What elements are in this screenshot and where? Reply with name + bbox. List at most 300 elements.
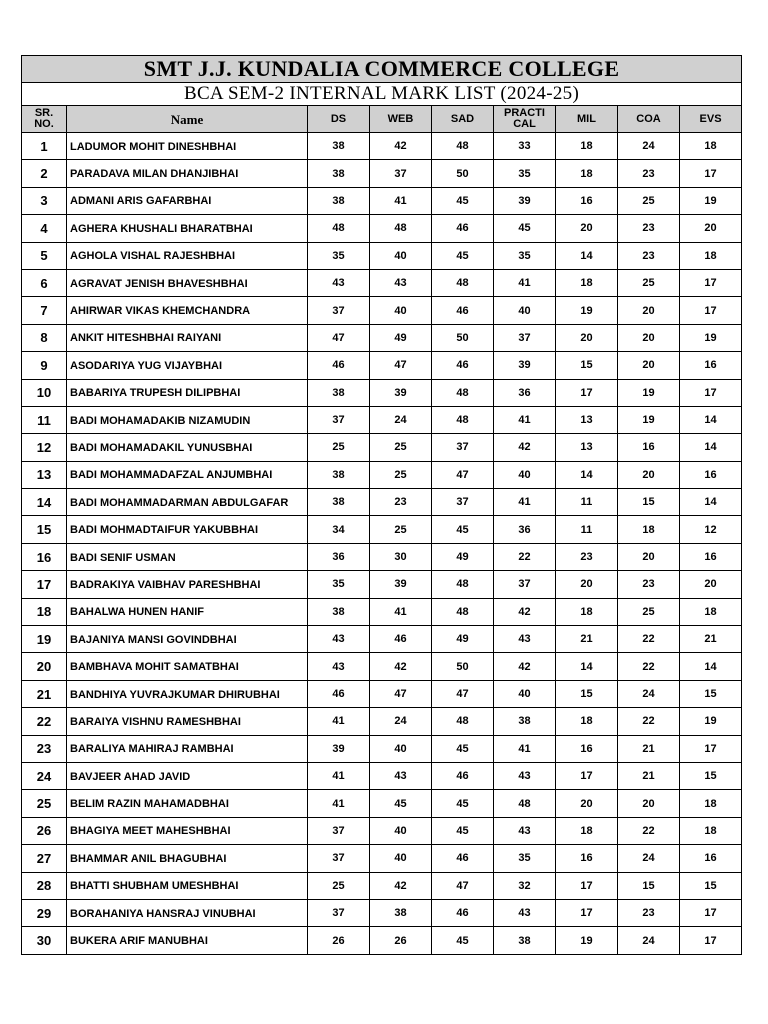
student-name-cell bbox=[67, 735, 308, 762]
evs-cell: 21 bbox=[680, 626, 742, 653]
ds-cell: 25 bbox=[308, 872, 370, 899]
coa-cell: 19 bbox=[618, 379, 680, 406]
ds-cell: 41 bbox=[308, 790, 370, 817]
sad-cell: 50 bbox=[432, 324, 494, 351]
ds-cell: 46 bbox=[308, 352, 370, 379]
web-cell: 38 bbox=[370, 899, 432, 926]
student-name-cell bbox=[67, 516, 308, 543]
header-coa: COA bbox=[618, 106, 680, 133]
evs-cell: 18 bbox=[680, 817, 742, 844]
sad-cell: 48 bbox=[432, 571, 494, 598]
sad-cell: 50 bbox=[432, 160, 494, 187]
ds-cell: 37 bbox=[308, 899, 370, 926]
sr-cell: 14 bbox=[22, 489, 67, 516]
sad-cell: 37 bbox=[432, 434, 494, 461]
practical-cell: 36 bbox=[494, 516, 556, 543]
evs-cell: 18 bbox=[680, 598, 742, 625]
web-cell: 46 bbox=[370, 626, 432, 653]
student-name: ASODARIYA YUG VIJAYBHAI bbox=[70, 359, 223, 372]
practical-cell: 43 bbox=[494, 817, 556, 844]
evs-cell: 14 bbox=[680, 653, 742, 680]
student-name-cell bbox=[67, 160, 308, 187]
student-name: AGRAVAT JENISH BHAVESHBHAI bbox=[70, 277, 248, 290]
practical-cell: 42 bbox=[494, 653, 556, 680]
table-row bbox=[22, 735, 742, 762]
web-cell: 47 bbox=[370, 352, 432, 379]
student-name-cell bbox=[67, 242, 308, 269]
coa-cell: 23 bbox=[618, 160, 680, 187]
student-name: AGHOLA VISHAL RAJESHBHAI bbox=[70, 250, 236, 263]
coa-cell: 20 bbox=[618, 352, 680, 379]
evs-cell: 17 bbox=[680, 269, 742, 296]
table-row bbox=[22, 762, 742, 789]
column-header-row bbox=[22, 106, 742, 133]
ds-cell: 38 bbox=[308, 489, 370, 516]
evs-cell: 16 bbox=[680, 845, 742, 872]
practical-cell: 38 bbox=[494, 927, 556, 954]
student-name: BADI SENIF USMAN bbox=[70, 551, 176, 564]
web-cell: 39 bbox=[370, 379, 432, 406]
table-row bbox=[22, 379, 742, 406]
evs-cell: 17 bbox=[680, 160, 742, 187]
evs-cell: 20 bbox=[680, 571, 742, 598]
sr-cell: 27 bbox=[22, 845, 67, 872]
evs-cell: 18 bbox=[680, 133, 742, 160]
coa-cell: 25 bbox=[618, 269, 680, 296]
ds-cell: 34 bbox=[308, 516, 370, 543]
web-cell: 40 bbox=[370, 817, 432, 844]
mil-cell: 20 bbox=[556, 790, 618, 817]
evs-cell: 18 bbox=[680, 790, 742, 817]
sad-cell: 48 bbox=[432, 269, 494, 296]
student-name: ANKIT HITESHBHAI RAIYANI bbox=[70, 332, 222, 345]
practical-cell: 45 bbox=[494, 215, 556, 242]
coa-cell: 20 bbox=[618, 324, 680, 351]
evs-cell: 17 bbox=[680, 735, 742, 762]
practical-cell: 43 bbox=[494, 626, 556, 653]
practical-cell: 39 bbox=[494, 352, 556, 379]
sr-cell: 6 bbox=[22, 269, 67, 296]
practical-cell: 41 bbox=[494, 735, 556, 762]
sr-cell: 2 bbox=[22, 160, 67, 187]
header-web: WEB bbox=[370, 106, 432, 133]
mil-cell: 23 bbox=[556, 543, 618, 570]
practical-cell: 38 bbox=[494, 708, 556, 735]
web-cell: 40 bbox=[370, 297, 432, 324]
sad-cell: 37 bbox=[432, 489, 494, 516]
student-rows bbox=[22, 133, 742, 955]
coa-cell: 16 bbox=[618, 434, 680, 461]
sr-cell: 3 bbox=[22, 187, 67, 214]
student-name-cell bbox=[67, 215, 308, 242]
student-name-cell bbox=[67, 626, 308, 653]
practical-cell: 42 bbox=[494, 434, 556, 461]
ds-cell: 48 bbox=[308, 215, 370, 242]
student-name-cell bbox=[67, 489, 308, 516]
ds-cell: 38 bbox=[308, 187, 370, 214]
student-name: BHATTI SHUBHAM UMESHBHAI bbox=[70, 880, 239, 893]
evs-cell: 15 bbox=[680, 762, 742, 789]
mil-cell: 18 bbox=[556, 160, 618, 187]
web-cell: 43 bbox=[370, 269, 432, 296]
web-cell: 49 bbox=[370, 324, 432, 351]
student-name: BAMBHAVA MOHIT SAMATBHAI bbox=[70, 661, 239, 674]
mil-cell: 13 bbox=[556, 434, 618, 461]
mil-cell: 15 bbox=[556, 352, 618, 379]
evs-cell: 19 bbox=[680, 187, 742, 214]
student-name: BHAMMAR ANIL BHAGUBHAI bbox=[70, 852, 227, 865]
ds-cell: 25 bbox=[308, 434, 370, 461]
sr-cell: 23 bbox=[22, 735, 67, 762]
header-practical: PRACTI CAL bbox=[494, 106, 556, 133]
table-row bbox=[22, 215, 742, 242]
sad-cell: 50 bbox=[432, 653, 494, 680]
student-name-cell bbox=[67, 379, 308, 406]
sr-cell: 29 bbox=[22, 899, 67, 926]
student-name: BORAHANIYA HANSRAJ VINUBHAI bbox=[70, 907, 256, 920]
sad-cell: 46 bbox=[432, 352, 494, 379]
student-name-cell bbox=[67, 434, 308, 461]
student-name: BARAIYA VISHNU RAMESHBHAI bbox=[70, 715, 241, 728]
student-name: BADI MOHAMMADAFZAL ANJUMBHAI bbox=[70, 469, 273, 482]
sad-cell: 45 bbox=[432, 735, 494, 762]
sad-cell: 48 bbox=[432, 598, 494, 625]
sad-cell: 46 bbox=[432, 297, 494, 324]
table-row bbox=[22, 461, 742, 488]
ds-cell: 41 bbox=[308, 708, 370, 735]
ds-cell: 38 bbox=[308, 379, 370, 406]
coa-cell: 24 bbox=[618, 680, 680, 707]
ds-cell: 43 bbox=[308, 626, 370, 653]
coa-cell: 23 bbox=[618, 571, 680, 598]
student-name-cell bbox=[67, 133, 308, 160]
ds-cell: 37 bbox=[308, 817, 370, 844]
student-name-cell bbox=[67, 598, 308, 625]
table-row bbox=[22, 845, 742, 872]
web-cell: 42 bbox=[370, 872, 432, 899]
evs-cell: 17 bbox=[680, 927, 742, 954]
student-name: BHAGIYA MEET MAHESHBHAI bbox=[70, 825, 231, 838]
practical-cell: 48 bbox=[494, 790, 556, 817]
web-cell: 24 bbox=[370, 406, 432, 433]
student-name: AGHERA KHUSHALI BHARATBHAI bbox=[70, 222, 253, 235]
mark-list-table bbox=[21, 55, 742, 955]
student-name-cell bbox=[67, 543, 308, 570]
web-cell: 41 bbox=[370, 598, 432, 625]
sr-cell: 8 bbox=[22, 324, 67, 351]
sr-cell: 12 bbox=[22, 434, 67, 461]
evs-cell: 17 bbox=[680, 297, 742, 324]
coa-cell: 24 bbox=[618, 927, 680, 954]
coa-cell: 20 bbox=[618, 790, 680, 817]
mil-cell: 14 bbox=[556, 461, 618, 488]
student-name: AHIRWAR VIKAS KHEMCHANDRA bbox=[70, 305, 251, 318]
practical-cell: 43 bbox=[494, 899, 556, 926]
practical-cell: 22 bbox=[494, 543, 556, 570]
sad-cell: 46 bbox=[432, 762, 494, 789]
coa-cell: 22 bbox=[618, 626, 680, 653]
table-row bbox=[22, 160, 742, 187]
student-name-cell bbox=[67, 817, 308, 844]
header-evs: EVS bbox=[680, 106, 742, 133]
sr-cell: 15 bbox=[22, 516, 67, 543]
student-name: BAVJEER AHAD JAVID bbox=[70, 770, 191, 783]
mil-cell: 20 bbox=[556, 571, 618, 598]
web-cell: 25 bbox=[370, 461, 432, 488]
mil-cell: 18 bbox=[556, 817, 618, 844]
table-row bbox=[22, 708, 742, 735]
student-name: BELIM RAZIN MAHAMADBHAI bbox=[70, 798, 229, 811]
student-name: BADI MOHAMMADARMAN ABDULGAFAR bbox=[70, 496, 289, 509]
student-name: LADUMOR MOHIT DINESHBHAI bbox=[70, 140, 237, 153]
sr-cell: 16 bbox=[22, 543, 67, 570]
sr-cell: 11 bbox=[22, 406, 67, 433]
practical-cell: 41 bbox=[494, 406, 556, 433]
coa-cell: 24 bbox=[618, 845, 680, 872]
ds-cell: 35 bbox=[308, 242, 370, 269]
sr-cell: 5 bbox=[22, 242, 67, 269]
table-row bbox=[22, 434, 742, 461]
web-cell: 25 bbox=[370, 516, 432, 543]
student-name: BUKERA ARIF MANUBHAI bbox=[70, 935, 208, 948]
student-name-cell bbox=[67, 899, 308, 926]
web-cell: 24 bbox=[370, 708, 432, 735]
mil-cell: 17 bbox=[556, 762, 618, 789]
sr-cell: 25 bbox=[22, 790, 67, 817]
mil-cell: 14 bbox=[556, 242, 618, 269]
sr-cell: 21 bbox=[22, 680, 67, 707]
sr-cell: 7 bbox=[22, 297, 67, 324]
coa-cell: 25 bbox=[618, 187, 680, 214]
sr-cell: 28 bbox=[22, 872, 67, 899]
practical-cell: 33 bbox=[494, 133, 556, 160]
coa-cell: 22 bbox=[618, 708, 680, 735]
sad-cell: 45 bbox=[432, 927, 494, 954]
practical-cell: 40 bbox=[494, 461, 556, 488]
sr-cell: 13 bbox=[22, 461, 67, 488]
student-name-cell bbox=[67, 927, 308, 954]
student-name: ADMANI ARIS GAFARBHAI bbox=[70, 195, 212, 208]
ds-cell: 38 bbox=[308, 598, 370, 625]
mil-cell: 19 bbox=[556, 927, 618, 954]
student-name: BADI MOHAMADAKIL YUNUSBHAI bbox=[70, 441, 253, 454]
sr-cell: 1 bbox=[22, 133, 67, 160]
web-cell: 42 bbox=[370, 653, 432, 680]
sad-cell: 46 bbox=[432, 845, 494, 872]
header-sad: SAD bbox=[432, 106, 494, 133]
student-name-cell bbox=[67, 352, 308, 379]
table-row bbox=[22, 598, 742, 625]
sad-cell: 48 bbox=[432, 133, 494, 160]
table-row bbox=[22, 653, 742, 680]
student-name: BADI MOHMADTAIFUR YAKUBBHAI bbox=[70, 524, 259, 537]
coa-cell: 23 bbox=[618, 242, 680, 269]
practical-cell: 42 bbox=[494, 598, 556, 625]
student-name: BADRAKIYA VAIBHAV PARESHBHAI bbox=[70, 578, 261, 591]
sr-cell: 26 bbox=[22, 817, 67, 844]
table-row bbox=[22, 489, 742, 516]
sr-cell: 18 bbox=[22, 598, 67, 625]
sad-cell: 49 bbox=[432, 626, 494, 653]
sad-cell: 45 bbox=[432, 187, 494, 214]
evs-cell: 19 bbox=[680, 708, 742, 735]
sad-cell: 46 bbox=[432, 899, 494, 926]
table-row bbox=[22, 516, 742, 543]
mil-cell: 15 bbox=[556, 680, 618, 707]
web-cell: 47 bbox=[370, 680, 432, 707]
web-cell: 39 bbox=[370, 571, 432, 598]
coa-cell: 15 bbox=[618, 872, 680, 899]
student-name-cell bbox=[67, 297, 308, 324]
sr-cell: 30 bbox=[22, 927, 67, 954]
mil-cell: 11 bbox=[556, 489, 618, 516]
ds-cell: 41 bbox=[308, 762, 370, 789]
web-cell: 40 bbox=[370, 845, 432, 872]
table-row bbox=[22, 133, 742, 160]
mark-list-subtitle: BCA SEM-2 INTERNAL MARK LIST (2024-25) bbox=[22, 83, 742, 106]
header-name: Name bbox=[67, 106, 308, 133]
mil-cell: 18 bbox=[556, 708, 618, 735]
college-title: SMT J.J. KUNDALIA COMMERCE COLLEGE bbox=[22, 56, 742, 83]
evs-cell: 20 bbox=[680, 215, 742, 242]
student-name: BAJANIYA MANSI GOVINDBHAI bbox=[70, 633, 237, 646]
ds-cell: 37 bbox=[308, 297, 370, 324]
student-name: BAHALWA HUNEN HANIF bbox=[70, 606, 205, 619]
web-cell: 41 bbox=[370, 187, 432, 214]
sr-cell: 24 bbox=[22, 762, 67, 789]
sr-cell: 17 bbox=[22, 571, 67, 598]
table-row bbox=[22, 187, 742, 214]
practical-cell: 39 bbox=[494, 187, 556, 214]
mil-cell: 17 bbox=[556, 379, 618, 406]
coa-cell: 25 bbox=[618, 598, 680, 625]
mil-cell: 18 bbox=[556, 133, 618, 160]
coa-cell: 15 bbox=[618, 489, 680, 516]
evs-cell: 12 bbox=[680, 516, 742, 543]
web-cell: 45 bbox=[370, 790, 432, 817]
table-row bbox=[22, 406, 742, 433]
student-name-cell bbox=[67, 324, 308, 351]
sad-cell: 49 bbox=[432, 543, 494, 570]
practical-cell: 40 bbox=[494, 297, 556, 324]
sad-cell: 48 bbox=[432, 708, 494, 735]
sad-cell: 47 bbox=[432, 461, 494, 488]
sad-cell: 48 bbox=[432, 379, 494, 406]
student-name: PARADAVA MILAN DHANJIBHAI bbox=[70, 168, 239, 181]
sad-cell: 47 bbox=[432, 680, 494, 707]
student-name-cell bbox=[67, 571, 308, 598]
student-name-cell bbox=[67, 406, 308, 433]
header-ds: DS bbox=[308, 106, 370, 133]
coa-cell: 22 bbox=[618, 653, 680, 680]
ds-cell: 46 bbox=[308, 680, 370, 707]
evs-cell: 15 bbox=[680, 872, 742, 899]
ds-cell: 43 bbox=[308, 653, 370, 680]
student-name: BADI MOHAMADAKIB NIZAMUDIN bbox=[70, 414, 251, 427]
student-name: BARALIYA MAHIRAJ RAMBHAI bbox=[70, 743, 234, 756]
sr-cell: 20 bbox=[22, 653, 67, 680]
mil-cell: 20 bbox=[556, 215, 618, 242]
web-cell: 48 bbox=[370, 215, 432, 242]
mil-cell: 20 bbox=[556, 324, 618, 351]
table-row bbox=[22, 899, 742, 926]
ds-cell: 43 bbox=[308, 269, 370, 296]
student-name-cell bbox=[67, 790, 308, 817]
evs-cell: 14 bbox=[680, 434, 742, 461]
evs-cell: 18 bbox=[680, 242, 742, 269]
coa-cell: 20 bbox=[618, 543, 680, 570]
mil-cell: 13 bbox=[556, 406, 618, 433]
student-name-cell bbox=[67, 653, 308, 680]
sad-cell: 48 bbox=[432, 406, 494, 433]
evs-cell: 14 bbox=[680, 406, 742, 433]
table-row bbox=[22, 680, 742, 707]
evs-cell: 19 bbox=[680, 324, 742, 351]
coa-cell: 23 bbox=[618, 215, 680, 242]
web-cell: 42 bbox=[370, 133, 432, 160]
mil-cell: 17 bbox=[556, 899, 618, 926]
evs-cell: 16 bbox=[680, 352, 742, 379]
mil-cell: 16 bbox=[556, 845, 618, 872]
sad-cell: 45 bbox=[432, 790, 494, 817]
sr-cell: 10 bbox=[22, 379, 67, 406]
evs-cell: 16 bbox=[680, 543, 742, 570]
evs-cell: 17 bbox=[680, 379, 742, 406]
evs-cell: 16 bbox=[680, 461, 742, 488]
mil-cell: 16 bbox=[556, 735, 618, 762]
sr-cell: 4 bbox=[22, 215, 67, 242]
practical-cell: 35 bbox=[494, 160, 556, 187]
student-name-cell bbox=[67, 187, 308, 214]
web-cell: 40 bbox=[370, 242, 432, 269]
table-row bbox=[22, 817, 742, 844]
student-name-cell bbox=[67, 680, 308, 707]
ds-cell: 37 bbox=[308, 845, 370, 872]
ds-cell: 47 bbox=[308, 324, 370, 351]
coa-cell: 21 bbox=[618, 762, 680, 789]
coa-cell: 24 bbox=[618, 133, 680, 160]
table-row bbox=[22, 324, 742, 351]
table-row bbox=[22, 872, 742, 899]
mil-cell: 17 bbox=[556, 872, 618, 899]
practical-cell: 43 bbox=[494, 762, 556, 789]
mil-cell: 16 bbox=[556, 187, 618, 214]
ds-cell: 38 bbox=[308, 133, 370, 160]
ds-cell: 37 bbox=[308, 406, 370, 433]
practical-cell: 37 bbox=[494, 571, 556, 598]
table-row bbox=[22, 927, 742, 954]
sad-cell: 47 bbox=[432, 872, 494, 899]
web-cell: 30 bbox=[370, 543, 432, 570]
ds-cell: 38 bbox=[308, 461, 370, 488]
table-row bbox=[22, 242, 742, 269]
student-name-cell bbox=[67, 845, 308, 872]
table-row bbox=[22, 297, 742, 324]
practical-cell: 36 bbox=[494, 379, 556, 406]
coa-cell: 21 bbox=[618, 735, 680, 762]
student-name-cell bbox=[67, 461, 308, 488]
ds-cell: 39 bbox=[308, 735, 370, 762]
evs-cell: 15 bbox=[680, 680, 742, 707]
coa-cell: 18 bbox=[618, 516, 680, 543]
table-row bbox=[22, 269, 742, 296]
practical-cell: 32 bbox=[494, 872, 556, 899]
sad-cell: 46 bbox=[432, 215, 494, 242]
practical-cell: 41 bbox=[494, 269, 556, 296]
sr-cell: 22 bbox=[22, 708, 67, 735]
coa-cell: 23 bbox=[618, 899, 680, 926]
coa-cell: 22 bbox=[618, 817, 680, 844]
